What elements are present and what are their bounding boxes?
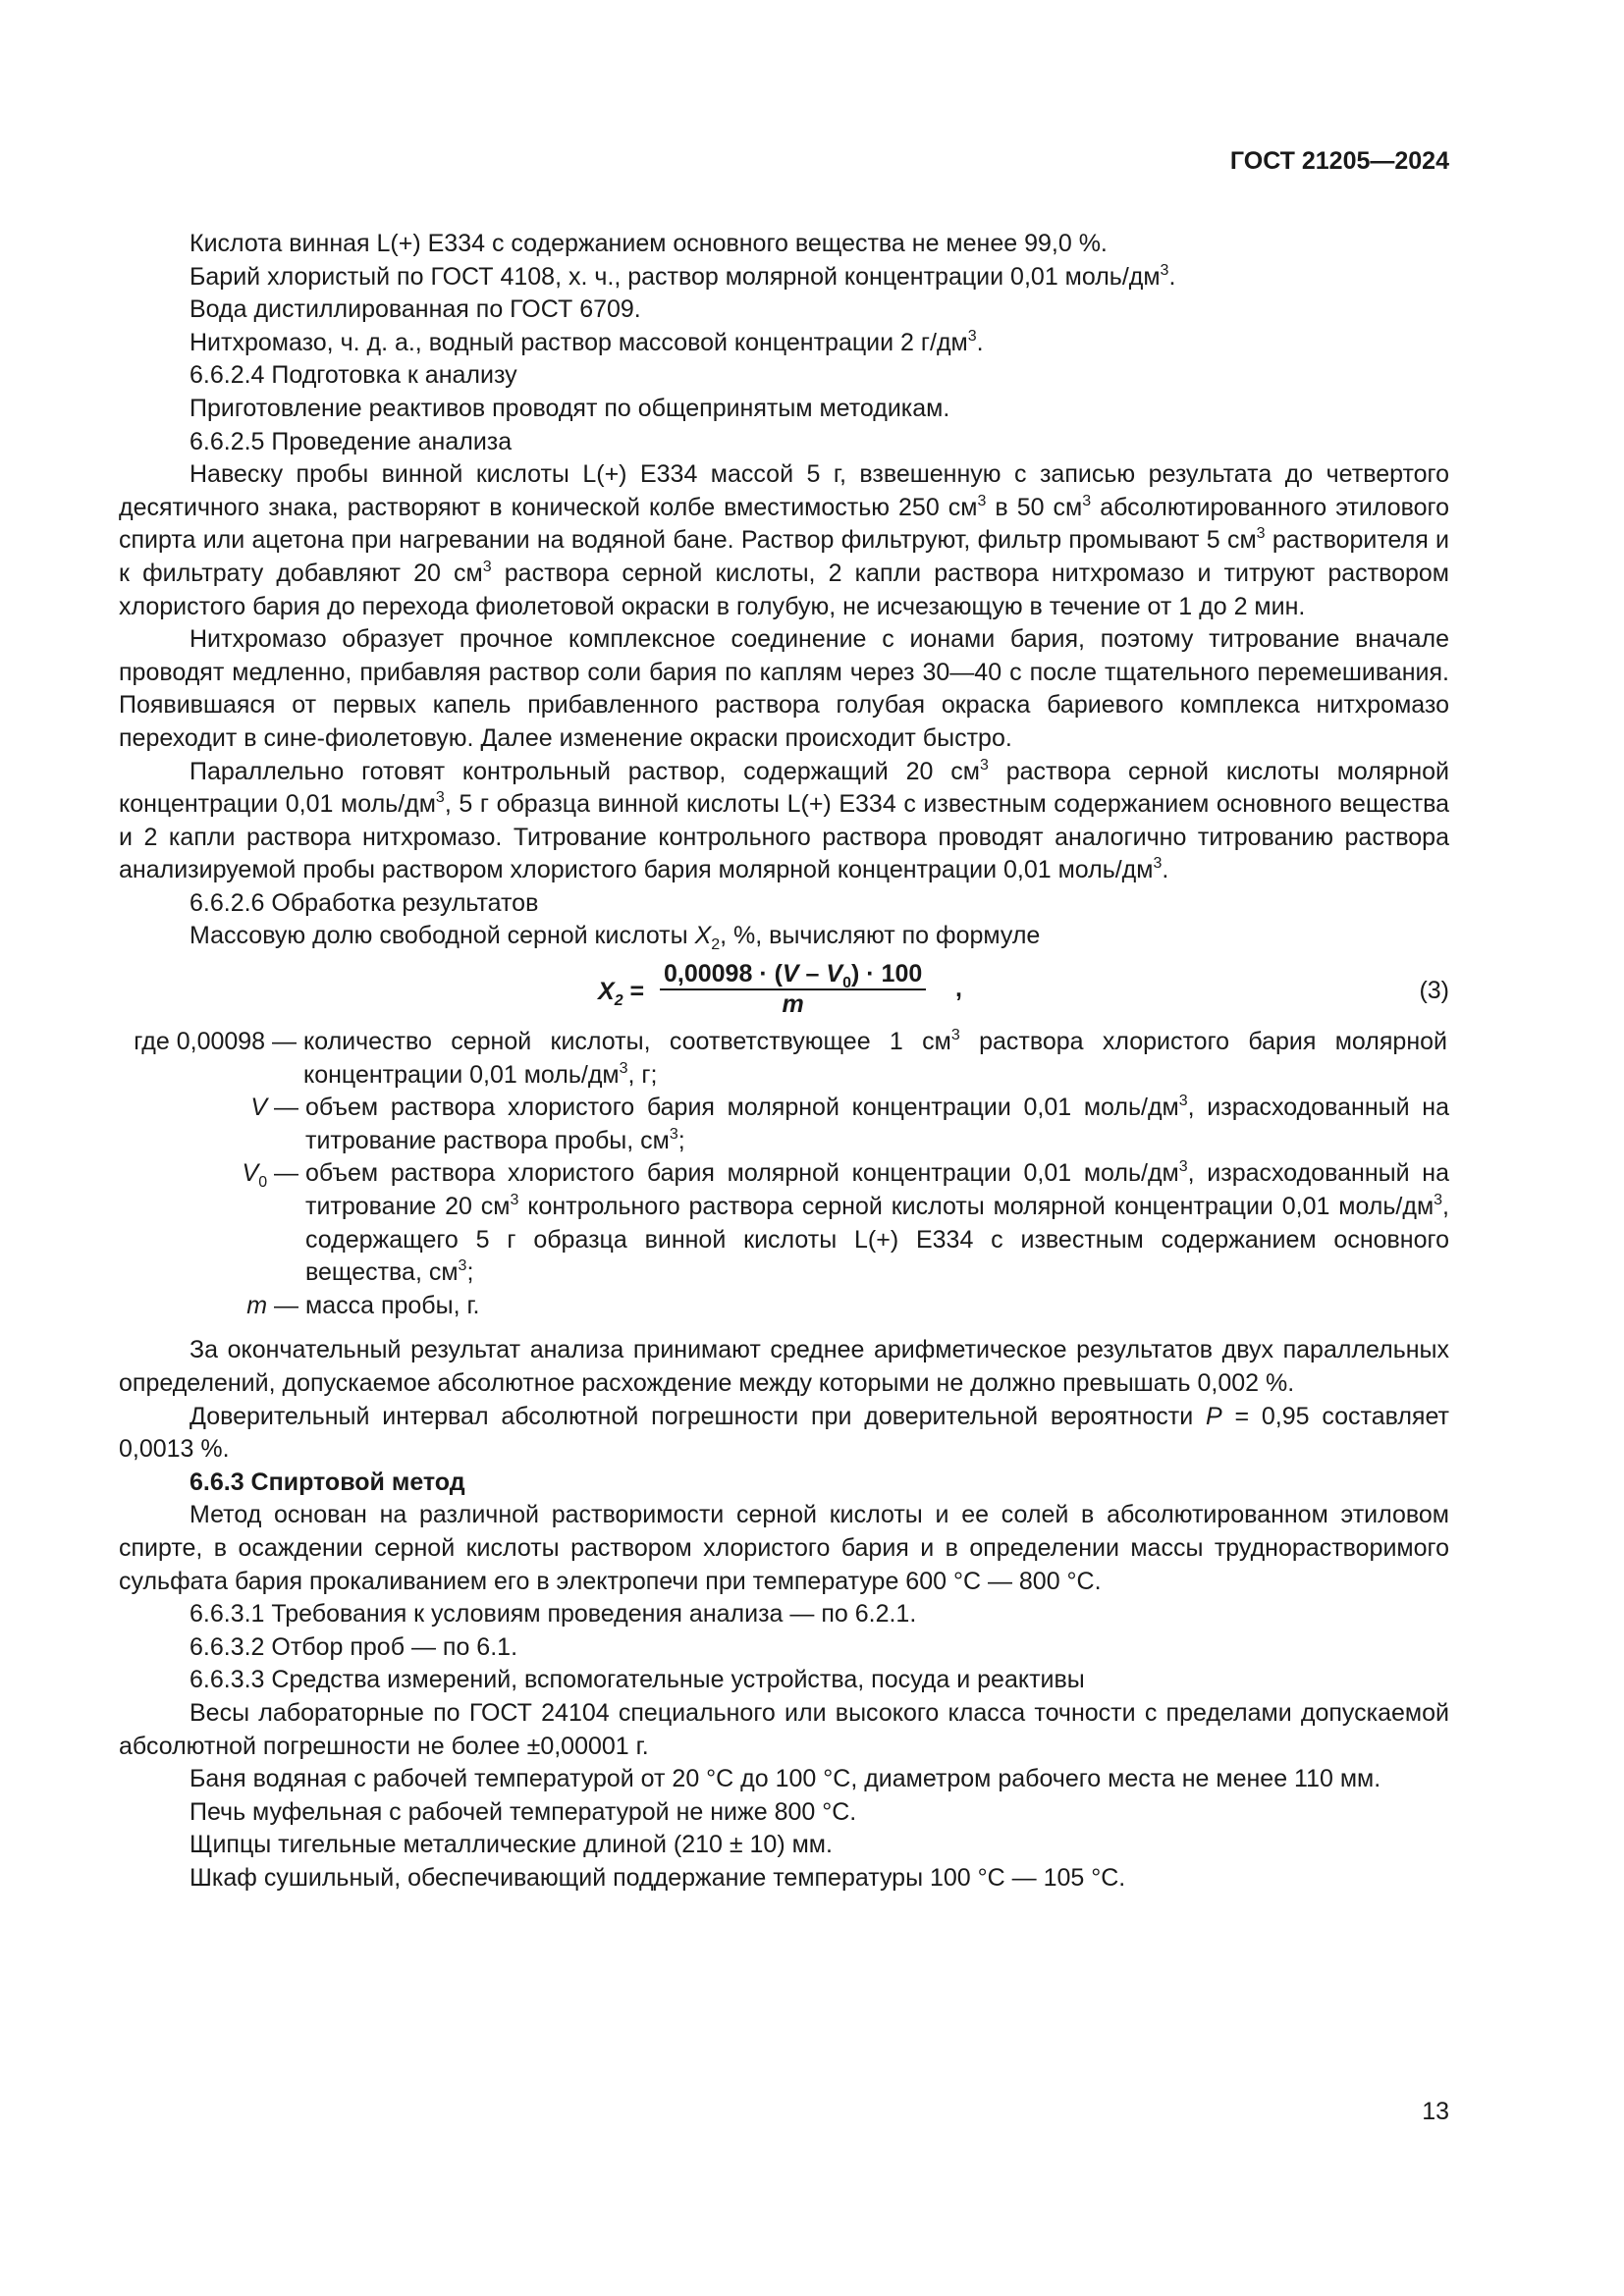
formula-fraction xyxy=(660,959,926,1018)
paragraph: Барий хлористый по ГОСТ 4108, х. ч., раствор молярной концентрации 0,01 моль/$дм^3$. xyxy=(189,261,1176,291)
section-heading: 6.6.3 Спиртовой метод xyxy=(189,1468,465,1496)
paragraph: Массовую долю свободной серной кислоты $X_2$, %, вычисляют по формуле xyxy=(189,922,1041,954)
paragraph: Вода дистиллированная по ГОСТ 6709. xyxy=(189,295,641,324)
paragraph: Весы лабораторные по ГОСТ 24104 специального или высокого класса точности с пределами допускаемой абсолютной погрешности не более ±0,00001 г. xyxy=(119,1698,1449,1760)
paragraph: 6.6.3.2 Отбор проб — по 6.1. xyxy=(189,1632,518,1661)
section-heading: 6.6.2.4 Подготовка к анализу xyxy=(189,361,517,390)
definition-text: объем раствора хлористого бария молярной концентрации 0,01 моль/$дм^3$, израсходованный на титрование раствора пробы, $см^3$; xyxy=(305,1093,1449,1154)
formula-lhs: $X_2$ = xyxy=(598,978,645,1010)
definition-row xyxy=(119,1092,1449,1157)
definition-text: количество серной кислоты, соответствующее 1 $см^3$ раствора хлористого бария молярной концентрации 0,01 моль/$дм^3$, г; xyxy=(303,1027,1447,1089)
paragraph: Доверительный интервал абсолютной погрешности при доверительной вероятности P = 0,95 составляет 0,0013 %. xyxy=(119,1402,1449,1464)
paragraph: За окончательный результат анализа принимают среднее арифметическое результатов двух параллельных определений, допускаемое абсолютное расхождение между которыми не должно превышать 0,002 %. xyxy=(119,1336,1449,1397)
paragraph: Метод основан на различной растворимости серной кислоты и ее солей в абсолютированном этиловом спирте, в осаждении серной кислоты раствором хлористого бария и в определении массы труднорастворимого сульфата бария прокаливанием его в электропечи при температуре 600 °С — 800 °С. xyxy=(119,1501,1449,1595)
paragraph: Приготовление реактивов проводят по общепринятым методикам. xyxy=(189,394,950,422)
formula-3 xyxy=(119,957,1449,1026)
definition-row xyxy=(119,1157,1449,1289)
formula-comma: , xyxy=(955,975,962,1003)
paragraph: Баня водяная с рабочей температурой от 20 °С до 100 °С, диаметром рабочего места не менее 110 мм. xyxy=(189,1765,1381,1793)
definition-term: где 0,00098 — xyxy=(134,1028,298,1056)
definition-row xyxy=(117,1026,1449,1092)
page-number: 13 xyxy=(1422,2098,1449,2125)
definition-term: V — xyxy=(250,1094,299,1122)
document-header: ГОСТ 21205—2024 xyxy=(1229,147,1449,175)
paragraph: Нитхромазо образует прочное комплексное соединение с ионами бария, поэтому титрование вначале проводят медленно, прибавляя раствор соли бария по каплям через 30—40 с после тщательного перемешивания. Появившаяся от первых капель прибавленного раствора голубая окраска бариевого комплекса нитхромазо переходит в сине-фиолетовую. Далее изменение окраски происходит быстро. xyxy=(119,625,1449,752)
section-heading: 6.6.3.3 Средства измерений, вспомогательные устройства, посуда и реактивы xyxy=(189,1666,1085,1694)
paragraph: Навеску пробы винной кислоты L(+) Е334 массой 5 г, взвешенную с записью результата до четвертого десятичного знака, растворяют в конической колбе вместимостью 250 $см^3$ в 50 $см^3$ абсолютированного этилового спирта или ацетона при нагревании на водяной бане. Раствор фильтруют, фильтр промывают 5 $см^3$ растворителя и к фильтрату добавляют 20 $см^3$ раствора серной кислоты, 2 капли раствора нитхромазо и титруют раствором хлористого бария до перехода фиолетовой окраски в голубую, не исчезающую в течение от 1 до 2 мин. xyxy=(119,460,1450,620)
definition-text: масса пробы, г. xyxy=(305,1291,480,1319)
formula-denominator: m xyxy=(782,990,804,1019)
formula-numerator: $0,00098 \cdot (V - V_0) \cdot 100$ xyxy=(660,959,926,990)
definition-term: $V_0$ — xyxy=(242,1159,299,1192)
paragraph: Кислота винная L(+) Е334 с содержанием основного вещества не менее 99,0 %. xyxy=(189,230,1108,257)
section-heading: 6.6.2.6 Обработка результатов xyxy=(189,888,539,917)
document-body xyxy=(119,228,1449,1896)
paragraph: Нитхромазо, ч. д. а., водный раствор массовой концентрации 2 $г/дм^3$. xyxy=(189,327,984,356)
definition-term: m — xyxy=(246,1291,299,1319)
paragraph: Печь муфельная с рабочей температурой не ниже 800 °С. xyxy=(189,1797,857,1826)
definition-row xyxy=(119,1290,1449,1323)
definition-text: объем раствора хлористого бария молярной концентрации 0,01 моль/$дм^3$, израсходованный на титрование 20 $см^3$ контрольного раствора серной кислоты молярной концентрации 0,01 моль/$дм^3$, содержащего 5 г образца винной кислоты L(+) Е334 с известным содержанием основного вещества, $см^3$; xyxy=(305,1158,1449,1287)
paragraph: Шкаф сушильный, обеспечивающий поддержание температуры 100 °С — 105 °С. xyxy=(189,1863,1126,1892)
paragraph: Щипцы тигельные металлические длиной (210 ± 10) мм. xyxy=(189,1831,833,1859)
formula-number: (3) xyxy=(1419,977,1449,1005)
paragraph: Параллельно готовят контрольный раствор, содержащий 20 $см^3$ раствора серной кислоты молярной концентрации 0,01 моль/$дм^3$, 5 г образца винной кислоты L(+) Е334 с известным содержанием основного вещества и 2 капли раствора нитхромазо. Титрование контрольного раствора проводят аналогично титрованию раствора анализируемой пробы раствором хлористого бария молярной концентрации 0,01 моль/$дм^3$. xyxy=(119,756,1450,884)
section-heading: 6.6.2.5 Проведение анализа xyxy=(189,427,513,455)
paragraph: 6.6.3.1 Требования к условиям проведения анализа — по 6.2.1. xyxy=(189,1600,917,1629)
